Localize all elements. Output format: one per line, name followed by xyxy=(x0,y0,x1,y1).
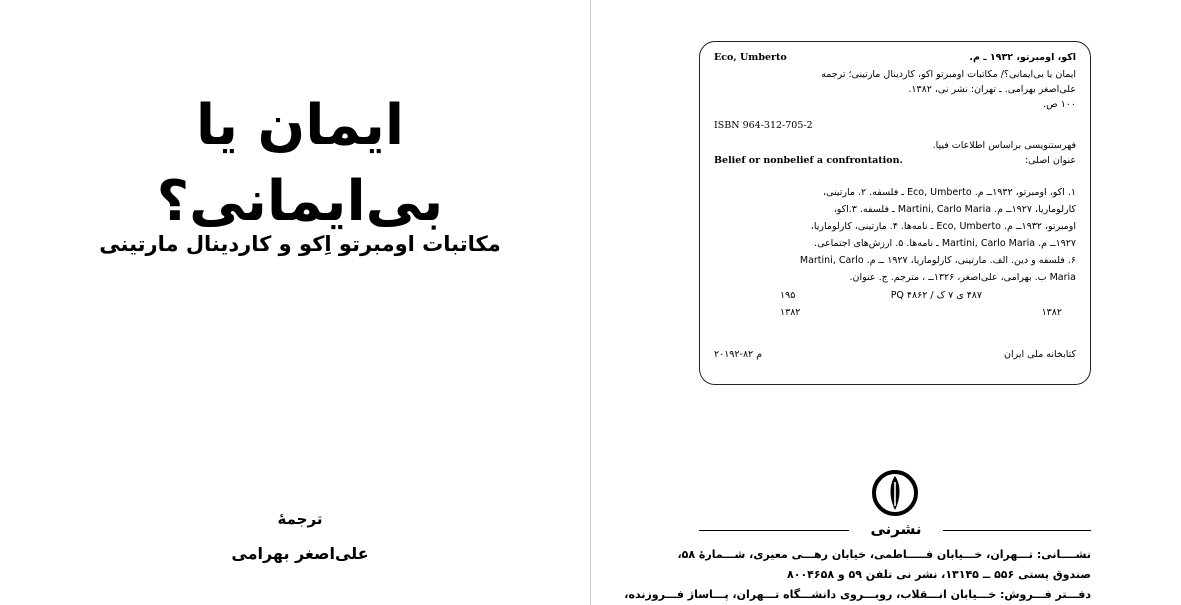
catalog-pages: ۱۰۰ ص. xyxy=(1043,99,1076,110)
catalog-year-left: ۱۳۸۲ xyxy=(780,307,801,318)
catalog-year-right: ۱۳۸۲ xyxy=(1041,307,1062,318)
catalog-author-row xyxy=(714,50,1076,65)
publisher-logo-icon xyxy=(870,468,920,518)
catalog-subject-line: اومبرتو، ۱۹۳۲ــ م. Eco, Umberto ـ نامه‌ها. ۴. مارتینی، کارلوماریا، xyxy=(810,221,1076,232)
catalog-author-en: Eco, Umberto xyxy=(714,52,787,63)
translator-label: ترجمهٔ xyxy=(277,510,323,528)
catalog-original-title-label: عنوان اصلی: xyxy=(1024,155,1076,166)
catalog-original-title: Belief or nonbelief a confrontation. xyxy=(714,155,903,166)
catalog-subject-line: ۱. اکو، اومبرتو، ۱۹۳۲ــ م. Eco, Umberto ـ فلسفه. ۲. مارتینی، xyxy=(823,187,1076,198)
publisher-name: نشرنی xyxy=(870,520,922,538)
title-page xyxy=(0,0,590,605)
publisher-address-line: دفـــتر فـــروش: خـــیابان انـــقلاب، روبـــروی دانشـــگاه تـــهران، پـــاساژ فـــروزنده، xyxy=(624,588,1091,601)
logo-rule-left xyxy=(699,530,849,531)
catalog-original-title-row xyxy=(714,153,1076,168)
catalog-call-number-dewey: ۱۹۵ xyxy=(780,290,796,301)
catalog-library-row xyxy=(714,347,1076,362)
translator-name: علی‌اصغر بهرامی xyxy=(231,544,369,563)
catalog-subject-line: ۱۹۲۷ــ م. Martini, Carlo Maria ـ نامه‌ها. ۵. ارزش‌های اجتماعی. xyxy=(814,238,1076,249)
catalog-author-fa: اکو، اومبرتو، ۱۹۳۲ ـ م. xyxy=(969,52,1076,63)
catalog-library-number: م ۸۲-۲۰۱۹۲ xyxy=(714,349,763,360)
copyright-page xyxy=(591,0,1181,605)
book-title: ایمان یا بی‌ایمانی؟ xyxy=(156,93,444,234)
book-subtitle: مکاتبات اومبرتو اِکو و کاردینال مارتینی xyxy=(99,232,501,256)
catalog-cataloging-note: فهرستنویسی براساس اطلاعات فیپا. xyxy=(932,140,1076,151)
logo-rule-right xyxy=(943,530,1091,531)
catalog-library: کتابخانه ملی ایران xyxy=(1003,349,1076,360)
publisher-address-line: نشــــانی: تـــهران، خـــیابان فـــــاطمی، خیابان رهـــی معیری، شـــمارهٔ ۵۸، xyxy=(677,548,1091,561)
catalog-title-line2: علی‌اصغر بهرامی. ـ تهران: نشر نی، ۱۳۸۲. xyxy=(908,84,1076,95)
catalog-subject-line: ۶. فلسفه و دین. الف. مارتینی، کارلوماریا، ۱۹۲۷ ــ م. Martini, Carlo xyxy=(799,255,1076,266)
catalog-subject-line: Maria ب. بهرامی، علی‌اصغر، ۱۳۲۶ــ ، مترجم. ج. عنوان. xyxy=(849,272,1076,283)
publisher-address-line: صندوق پستی ۵۵۶ ــ ۱۳۱۴۵، نشر نی تلفن ۵۹ و ۸۰۰۴۶۵۸ xyxy=(787,568,1091,581)
catalog-subject-line: کارلوماریا، ۱۹۲۷ــ م. Martini, Carlo Maria ـ فلسفه. ۳.اکو، xyxy=(833,204,1076,215)
catalog-isbn: ISBN 964-312-705-2 xyxy=(714,120,813,131)
catalog-call-number-lc: ۴۸۷ ی ۷ ک / PQ ۴۸۶۲ xyxy=(890,290,982,301)
catalog-card xyxy=(699,41,1091,385)
catalog-title-line1: ایمان یا بی‌ایمانی؟/ مکاتبات اومبرتو اکو، کاردینال مارتینی؛ ترجمه xyxy=(821,69,1076,80)
